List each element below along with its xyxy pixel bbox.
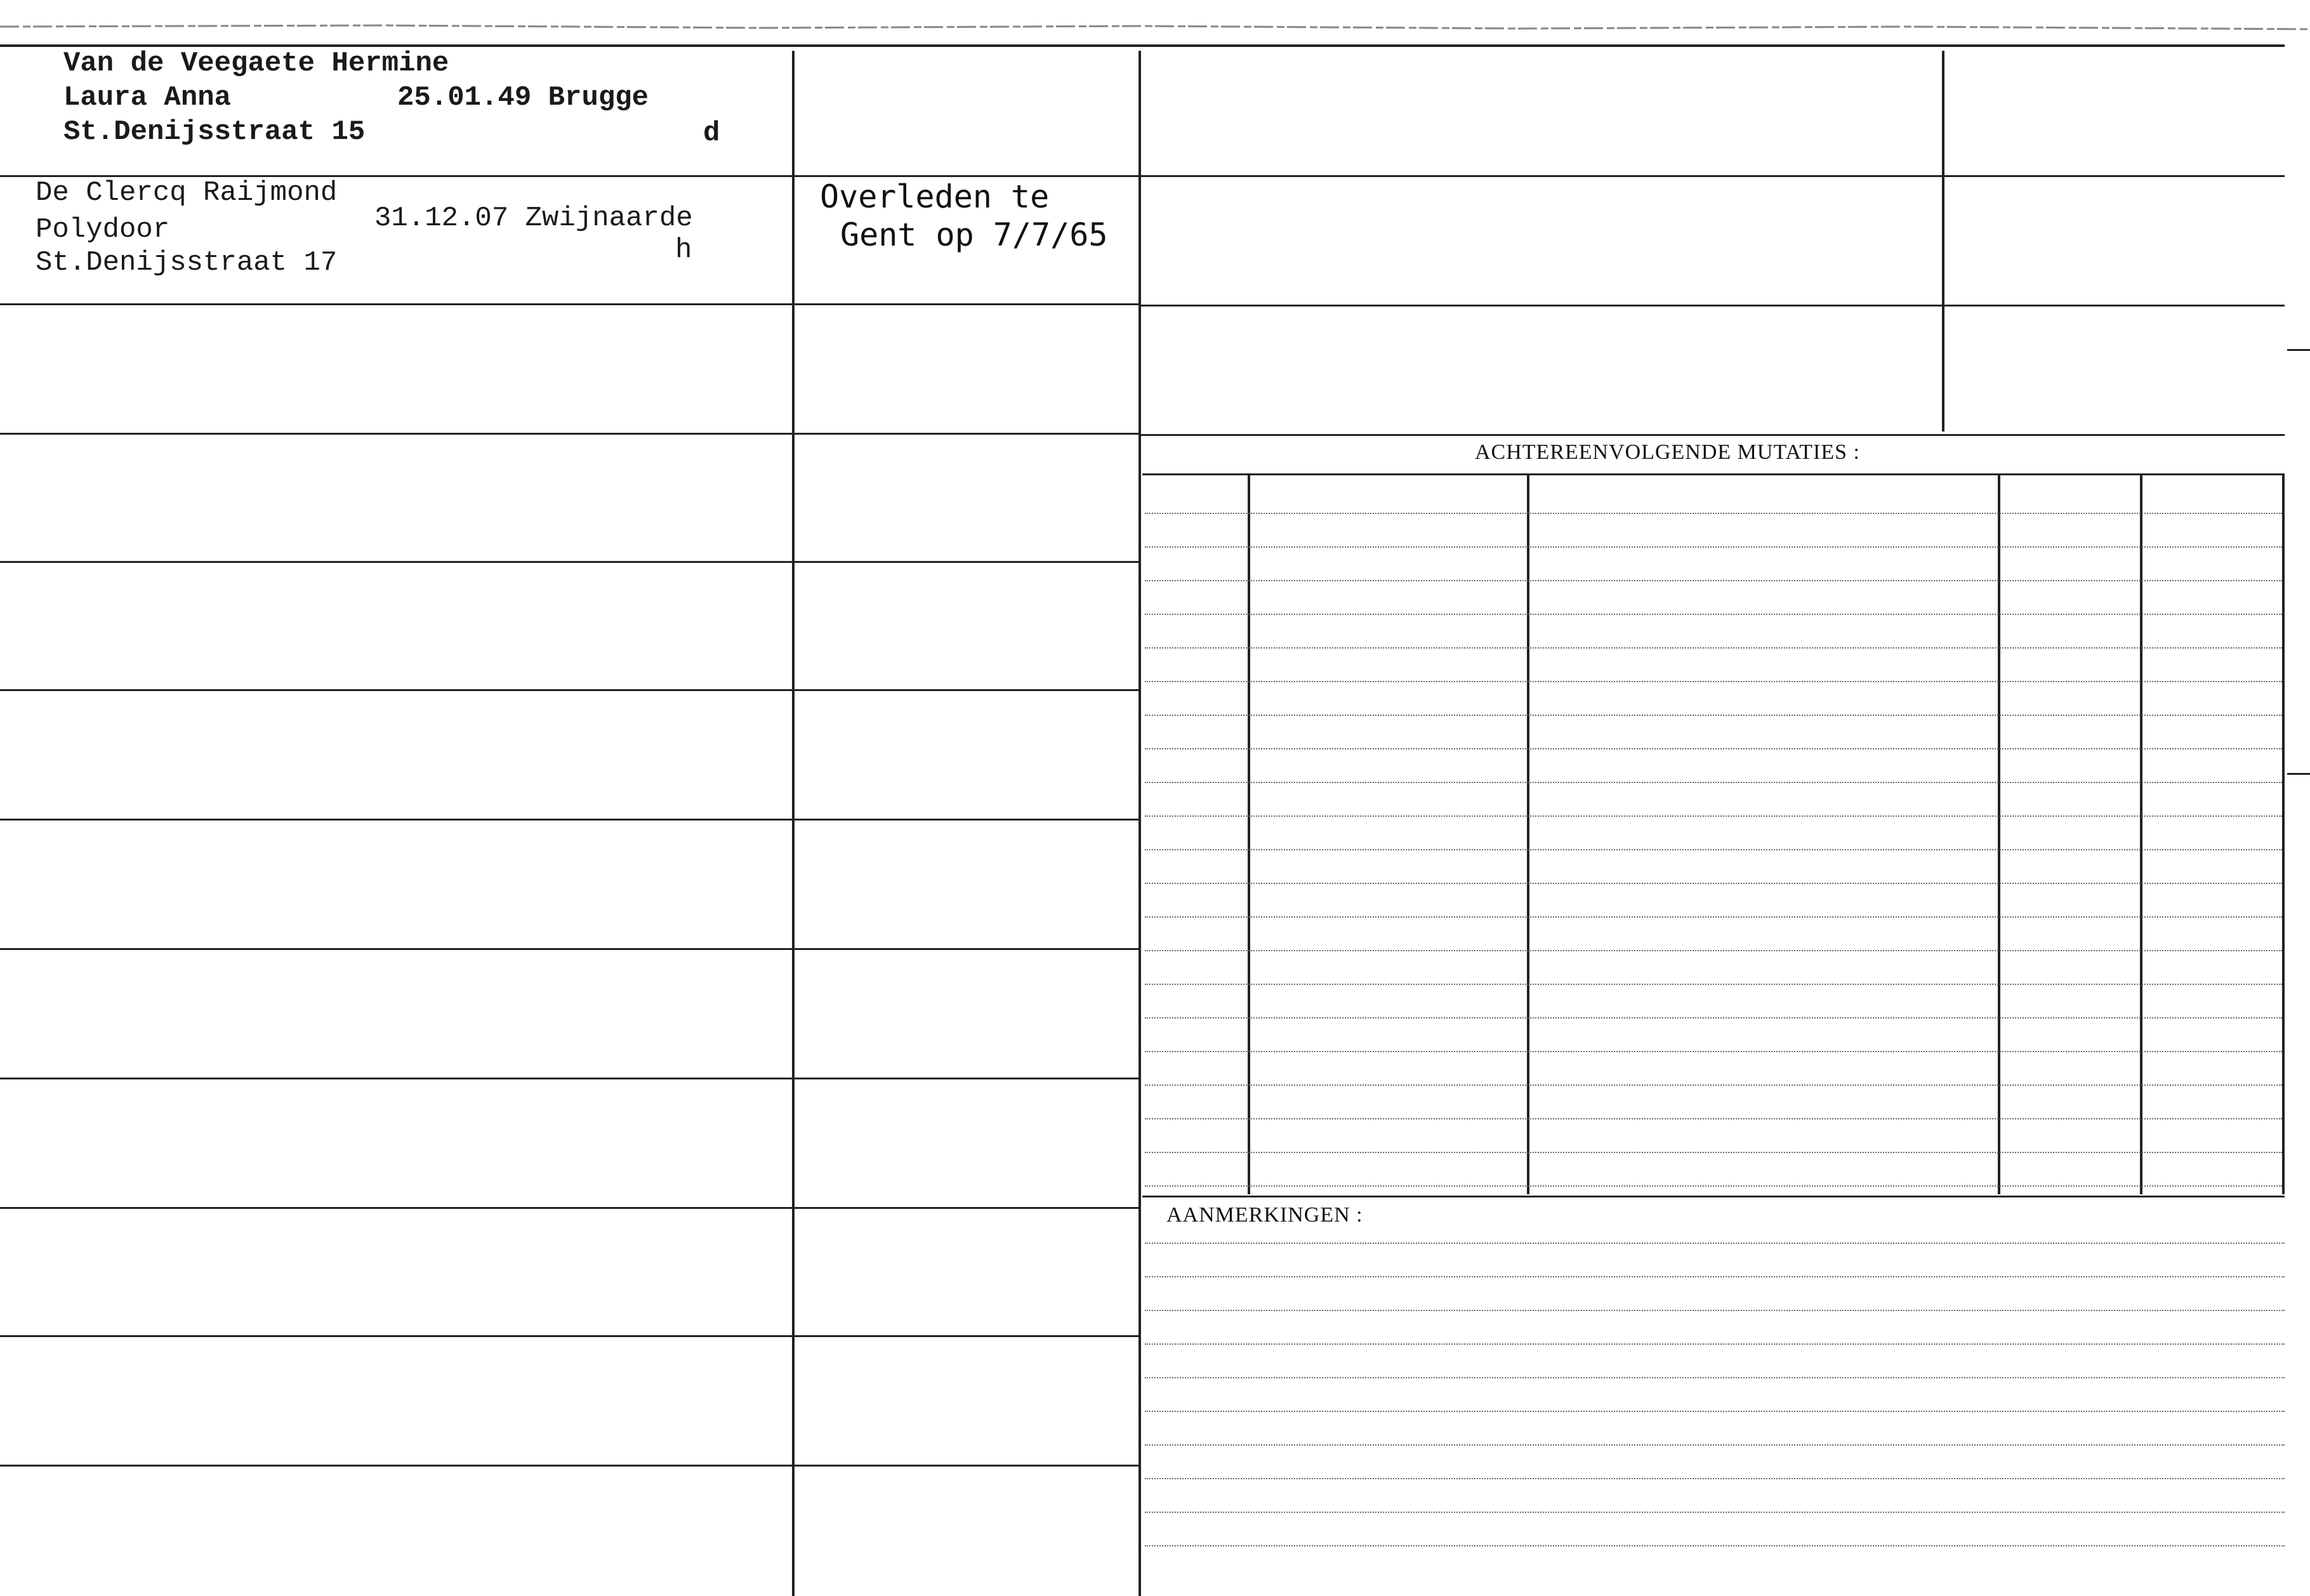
mutaties-col-line [1527, 475, 1529, 1194]
right-row-line [1138, 434, 2285, 436]
record-code: h [675, 234, 692, 266]
row-line [0, 303, 1138, 305]
row-line [0, 1335, 1138, 1337]
mutaties-col-line [2282, 475, 2285, 1194]
mutaties-ruled-line [1145, 984, 2282, 985]
row-line [0, 561, 1138, 563]
mutaties-ruled-line [1145, 580, 2282, 581]
mutaties-ruled-line [1145, 1017, 2282, 1019]
mutaties-title: ACHTEREENVOLGENDE MUTATIES : [1475, 440, 1860, 464]
mutaties-ruled-line [1145, 1085, 2282, 1086]
mutaties-ruled-line [1145, 681, 2282, 682]
scan-top-edge [0, 0, 2310, 38]
row-line [0, 433, 1138, 435]
mutaties-ruled-line [1145, 1152, 2282, 1153]
mutaties-ruled-line [1145, 916, 2282, 918]
mutaties-ruled-line [1145, 815, 2282, 817]
aanmerkingen-ruled-line [1145, 1243, 2285, 1244]
record-code: d [703, 117, 720, 149]
mutaties-ruled-line [1145, 513, 2282, 514]
aanmerkingen-ruled-line [1145, 1512, 2285, 1513]
edge-tick [2287, 349, 2310, 351]
record-name-line1: De Clercq Raijmond [36, 177, 338, 209]
column-divider-2 [1138, 51, 1141, 1596]
record-name-line2: Laura Anna [63, 82, 232, 114]
mutaties-ruled-line [1145, 883, 2282, 884]
mutaties-ruled-line [1145, 748, 2282, 749]
mutaties-col-line [2140, 475, 2142, 1194]
right-row-line [1138, 305, 2285, 307]
record-note-line1: Overleden te [820, 178, 1050, 215]
column-divider-3 [1942, 51, 1944, 432]
mutaties-ruled-line [1145, 1051, 2282, 1052]
aanmerkingen-ruled-line [1145, 1478, 2285, 1479]
record-note-line2: Gent op 7/7/65 [840, 216, 1108, 253]
mutaties-ruled-line [1145, 715, 2282, 716]
mutaties-ruled-line [1145, 647, 2282, 649]
aanmerkingen-ruled-line [1145, 1545, 2285, 1547]
mutaties-ruled-line [1145, 546, 2282, 548]
mutaties-header-line [1142, 473, 2285, 475]
record-address: St.Denijsstraat 15 [63, 116, 366, 148]
aanmerkingen-ruled-line [1145, 1276, 2285, 1277]
mutaties-bottom-line [1142, 1196, 2285, 1197]
aanmerkingen-ruled-line [1145, 1444, 2285, 1446]
row-line [0, 1207, 1138, 1209]
mutaties-ruled-line [1145, 1118, 2282, 1119]
mutaties-ruled-line [1145, 849, 2282, 850]
scan-noise [0, 0, 2310, 38]
mutaties-col-line [1998, 475, 2000, 1194]
column-divider-1 [792, 51, 795, 1596]
mutaties-ruled-line [1145, 614, 2282, 615]
record-name-line1: Van de Veegaete Hermine [63, 48, 449, 79]
row-line [0, 1078, 1138, 1079]
row-line [0, 1465, 1138, 1467]
row-line [0, 948, 1138, 950]
aanmerkingen-ruled-line [1145, 1377, 2285, 1378]
row-line [0, 819, 1138, 821]
mutaties-ruled-line [1145, 950, 2282, 951]
aanmerkingen-ruled-line [1145, 1310, 2285, 1311]
edge-tick [2287, 773, 2310, 775]
record-birth: 25.01.49 Brugge [397, 82, 649, 114]
record-name-line2: Polydoor [36, 214, 170, 246]
mutaties-ruled-line [1145, 782, 2282, 783]
aanmerkingen-title: AANMERKINGEN : [1166, 1203, 1363, 1227]
mutaties-ruled-line [1145, 1185, 2282, 1187]
record-birth: 31.12.07 Zwijnaarde [374, 202, 693, 234]
row-line [0, 689, 1138, 691]
aanmerkingen-ruled-line [1145, 1411, 2285, 1412]
aanmerkingen-ruled-line [1145, 1343, 2285, 1345]
mutaties-col-line [1248, 475, 1250, 1194]
record-address: St.Denijsstraat 17 [36, 247, 338, 279]
right-row-line [1138, 175, 2285, 177]
